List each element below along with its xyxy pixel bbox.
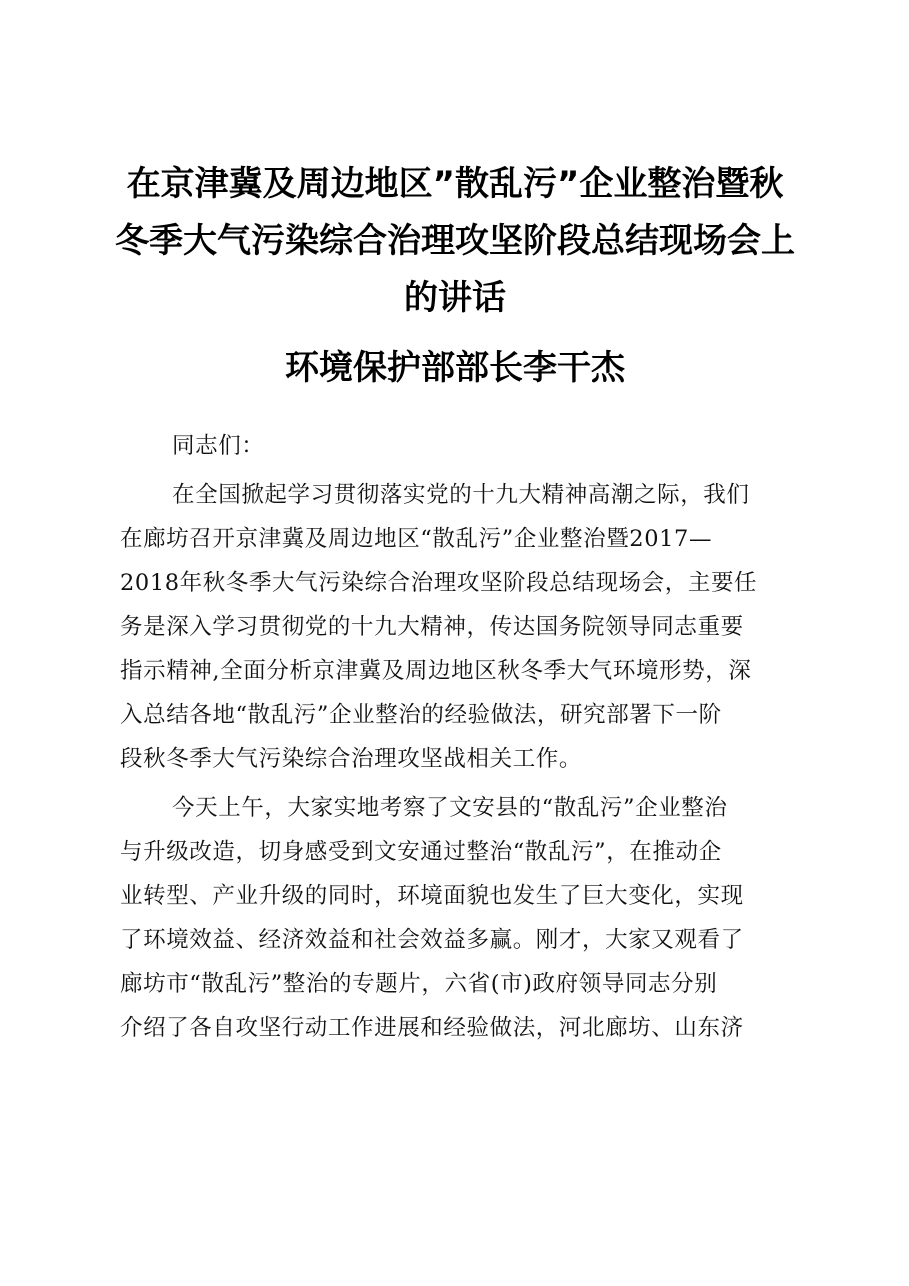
paragraph-line: 在全国掀起学习贯彻落实党的十九大精神高潮之际，我们 <box>172 482 750 508</box>
paragraph-line: 与升级改造，切身感受到文安通过整治“散乱污”，在推动企 <box>120 839 722 865</box>
title-line-3: 的讲话 <box>404 278 506 318</box>
paragraph-line: 段秋冬季大气污染综合治理攻坚战相关工作。 <box>120 746 583 772</box>
title-line-1: 在京津冀及周边地区”散乱污”企业整治暨秋 <box>126 164 784 204</box>
paragraph-line: 介绍了各自攻坚行动工作进展和经验做法，河北廊坊、山东济 <box>120 1015 744 1041</box>
paragraph-line: 廊坊市“散乱污”整治的专题片，六省(市)政府领导同志分别 <box>120 971 718 997</box>
paragraph-line: 2018年秋冬季大气污染综合治理攻坚阶段总结现场会，主要任 <box>120 570 758 596</box>
paragraph-line: 务是深入学习贯彻党的十九大精神，传达国务院领导同志重要 <box>120 614 744 640</box>
paragraph-1 <box>120 473 810 781</box>
speech-title <box>110 156 800 327</box>
speaker-byline: 环境保护部部长李干杰 <box>285 348 625 388</box>
paragraph-2 <box>120 786 810 1050</box>
salutation: 同志们： <box>172 433 265 459</box>
title-line-2: 冬季大气污染综合治理攻坚阶段总结现场会上 <box>115 221 795 261</box>
paragraph-line: 指示精神,全面分析京津冀及周边地区秋冬季大气环境形势，深 <box>120 658 752 684</box>
speech-body <box>120 424 810 1050</box>
paragraph-line: 业转型、产业升级的同时，环境面貌也发生了巨大变化，实现 <box>120 883 744 909</box>
paragraph-line: 今天上午，大家实地考察了文安县的“散乱污”企业整治 <box>172 795 728 821</box>
paragraph-line: 入总结各地“散乱污”企业整治的经验做法，研究部署下一阶 <box>120 702 722 728</box>
paragraph-line: 在廊坊召开京津冀及周边地区“散乱污”企业整治暨2017— <box>120 526 713 552</box>
paragraph-line: 了环境效益、经济效益和社会效益多赢。刚才，大家又观看了 <box>120 927 744 953</box>
